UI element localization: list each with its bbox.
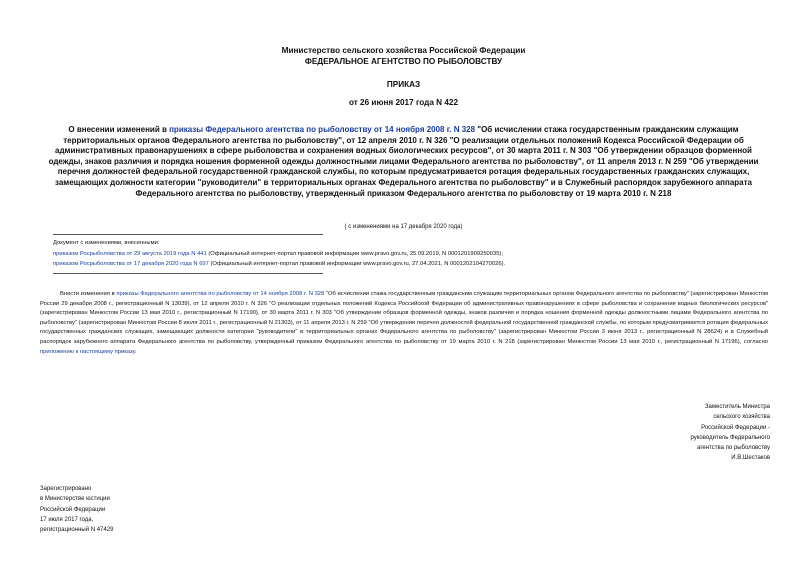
change-item bbox=[53, 249, 753, 260]
registration-line: Зарегистрировано bbox=[40, 486, 92, 492]
body-end: . bbox=[134, 348, 137, 355]
changes-heading: Документ с изменениями, внесенными: bbox=[53, 240, 160, 246]
body-link-orders[interactable]: приказы Федерального агентства по рыболовству от 14 ноября 2008 г. N 328 bbox=[116, 291, 325, 297]
document-type: ПРИКАЗ bbox=[386, 80, 421, 89]
order-title bbox=[48, 125, 759, 199]
body-intro: Внести изменения в bbox=[60, 291, 117, 297]
signature-line: Российской Федерации - bbox=[701, 424, 770, 431]
body-link-appendix[interactable]: приложению к настоящему приказу bbox=[40, 348, 135, 355]
signature-line: Заместитель Министра bbox=[704, 404, 770, 410]
signature-line: сельского хозяйства bbox=[713, 414, 770, 421]
ministry-heading: Министерство сельского хозяйства Российской Федерации bbox=[281, 46, 526, 55]
registration-line: Российской Федерации bbox=[40, 506, 106, 513]
divider-top bbox=[53, 234, 323, 235]
signatory-name: И.В.Шестаков bbox=[731, 455, 770, 462]
signature-line: руководитель Федерального bbox=[690, 434, 770, 441]
body-main: "Об исчислении стажа государственным гражданским служащим территориальных органов Федерального агентства по рыболовству" (зарегистрирован Минюстом России 29 декабря 2008 г., регистрационный N 13039), от 12 апреля 2010 г. N 326 "О реализации отдельных положений Кодекса Российской Федерации об административных правонарушениях в сфере рыболовства и сохранения водных биологических ресурсов" (зарегистрирован Минюстом России 13 мая 2010 г., регистрационный N 17190), от 30 марта 2011 г. N 303 "Об утверждении образцов форменной одежды, знаков различия и порядка ношения форменной одежды должностными лицами Федерального агентства по рыболовству" (зарегистрирован Минюстом России 8 июля 2011 г., регистрационный N 21303), от 11 апреля 2013 г. N 259 "Об утверждении перечня должностей федеральной государственной гражданской службы, по которым предусматривается ротация федеральных государственных гражданских служащих, замещающих должности категории "руководители" в территориальных органах Федерального агентства по рыболовству" (зарегистрирован Минюстом России 3 июня 2013 г., регистрационный N 28624) и в Служебный распорядок зарубежного аппарата Федерального агентства по рыболовству, утвержденный приказом Федерального агентства по рыболовству от 19 марта 2010 г. N 218 (зарегистрирован Минюстом России 13 мая 2010 г., регистрационный N 17196), согласно bbox=[40, 291, 769, 345]
title-rest: "Об исчислении стажа государственным гражданским служащим территориальных органов Федерального агентства по рыболовству", от 12 апреля 2010 г. N 326 "О реализации отдельных положений Кодекса Российской Федерации об административных правонарушениях в сфере рыболовства и сохранения водных биологических ресурсов", от 30 марта 2011 г. N 303 "Об утверждении образцов форменной одежды, знаков различия и порядка ношения форменной одежды должностными лицами Федерального агентства по рыболовству", от 11 апреля 2013 г. N 259 "Об утверждении перечня должностей федеральной государственной гражданской службы, по которым предусматривается ротация федеральных государственных гражданских служащих, замещающих должности категории "руководители" в территориальных органах Федерального агентства по рыболовству" и в Служебный распорядок зарубежного аппарата Федерального агентства по рыболовству, утвержденный приказом Федерального агентства по рыболовству от 19 марта 2010 г. N 218 bbox=[48, 125, 759, 198]
agency-heading: ФЕДЕРАЛЬНОЕ АГЕНТСТВО ПО РЫБОЛОВСТВУ bbox=[304, 57, 503, 66]
change-item bbox=[53, 259, 753, 270]
changes-block bbox=[53, 238, 753, 270]
title-link-orders[interactable]: приказы Федерального агентства по рыболовству от 14 ноября 2008 г. N 328 bbox=[169, 125, 476, 134]
change-item-rest: (Официальный интернет-портал правовой информации www.pravo.gov.ru, 25.09.2019, N 0001201909250035); bbox=[206, 250, 503, 257]
signature-line: агентства по рыболовству bbox=[697, 445, 770, 452]
change-item-rest: (Официальный интернет-портал правовой информации www.pravo.gov.ru, 27.04.2021, N 0001202104270026). bbox=[208, 261, 506, 267]
registration-date: 17 июля 2017 года, bbox=[40, 516, 94, 523]
change-link-697[interactable]: приказом Росрыболовства от 17 декабря 2020 года N 697 bbox=[53, 261, 209, 267]
order-date-number: от 26 июня 2017 года N 422 bbox=[348, 98, 459, 107]
registration-block bbox=[40, 484, 240, 535]
signature-block bbox=[640, 402, 770, 464]
divider-bottom bbox=[53, 273, 323, 274]
title-prefix: О внесении изменений в bbox=[68, 125, 170, 134]
registration-line: в Министерстве юстиции bbox=[40, 496, 110, 503]
registration-number: регистрационный N 47429 bbox=[40, 527, 114, 534]
change-link-441[interactable]: приказом Росрыболовства от 29 августа 2019 года N 441 bbox=[53, 250, 207, 257]
edition-note: ( с изменениями на 17 декабря 2020 года) bbox=[344, 224, 463, 230]
order-body-paragraph bbox=[40, 290, 768, 357]
